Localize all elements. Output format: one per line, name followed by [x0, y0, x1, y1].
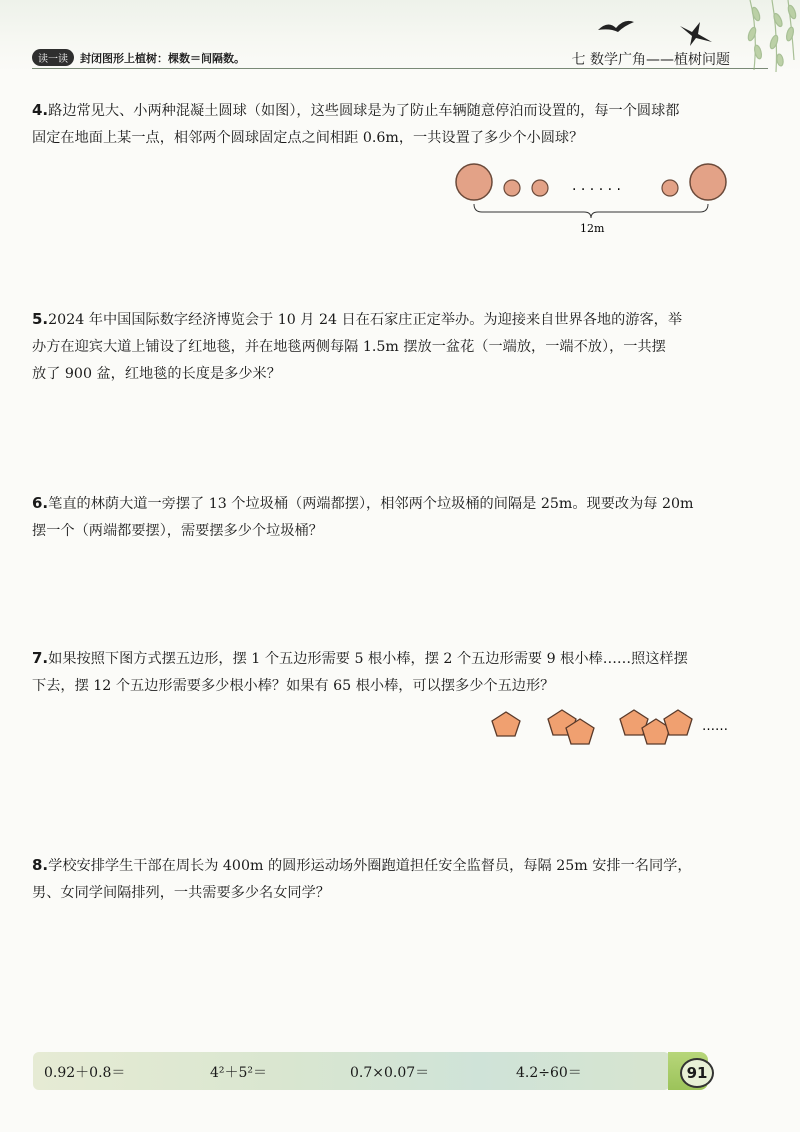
problem-text: 2024 年中国国际数字经济博览会于 10 月 24 日在石家庄正定举办。为迎接来自世界各地的游客，举 [48, 312, 683, 328]
problem-text: 摆一个（两端都要摆），需要摆多少个垃圾桶？ [32, 523, 323, 539]
problem-line [32, 306, 768, 334]
tip-badge: 读一读 [32, 49, 74, 66]
problem-8 [32, 852, 768, 907]
calc-item: 4.2÷60＝ [516, 1065, 582, 1081]
problem-line [32, 518, 768, 545]
calc-item: 0.92＋0.8＝ [44, 1065, 126, 1081]
problem-line [32, 852, 768, 880]
unit-title: 七 数学广角——植树问题 [571, 52, 730, 68]
problem-6 [32, 490, 768, 545]
problem-text: 办方在迎宾大道上铺设了红地毯，并在地毯两侧每隔 1.5m 摆放一盆花（一端放，一端不放），一共摆 [32, 339, 666, 355]
length-label: 12m [580, 222, 605, 235]
swallow-icon [596, 16, 636, 40]
problem-number: 6. [32, 494, 49, 512]
problem-number: 5. [32, 310, 49, 328]
problem-text: 笔直的林荫大道一旁摆了 13 个垃圾桶（两端都摆），相邻两个垃圾桶的间隔是 25m。现要改为每 20m [48, 496, 694, 512]
problem-text: 下去，摆 12 个五边形需要多少根小棒？如果有 65 根小棒，可以摆多少个五边形？ [32, 678, 555, 694]
small-ball [532, 180, 548, 196]
problem-line [32, 880, 768, 907]
problem-text: 放了 900 盆，红地毯的长度是多少米？ [32, 366, 281, 382]
reading-tip [32, 49, 245, 66]
small-ball [504, 180, 520, 196]
large-ball [456, 164, 492, 200]
problem-number: 4. [32, 101, 49, 119]
page-number: 91 [680, 1058, 714, 1088]
problem-line [32, 334, 768, 361]
problem-line [32, 125, 768, 152]
small-ball [662, 180, 678, 196]
problem-line [32, 97, 768, 125]
problem-4 [32, 97, 768, 152]
concrete-balls-diagram [450, 160, 740, 240]
problem-7 [32, 645, 768, 700]
problem-line [32, 645, 768, 673]
length-brace [474, 204, 708, 218]
ellipsis-dots: …… [702, 719, 728, 734]
problem-line [32, 490, 768, 518]
swallow-icon [678, 18, 714, 48]
pentagon-shape [492, 712, 520, 736]
problem-line [32, 361, 768, 388]
problem-line [32, 673, 768, 700]
large-ball [690, 164, 726, 200]
problem-text: 学校安排学生干部在周长为 400m 的圆形运动场外圈跑道担任安全监督员，每隔 25m 安排一名同学， [48, 858, 692, 874]
pentagon-shape [664, 710, 692, 735]
problem-text: 路边常见大、小两种混凝土圆球（如图），这些圆球是为了防止车辆随意停泊而设置的，每一个圆球都 [48, 103, 680, 119]
problem-text: 男、女同学间隔排列，一共需要多少名女同学？ [32, 885, 330, 901]
ellipsis-dots: · · · · · · [572, 182, 621, 198]
calc-item: 4²＋5²＝ [210, 1065, 268, 1081]
problem-number: 7. [32, 649, 49, 667]
pentagon-pattern-figure [486, 704, 736, 750]
problem-text: 如果按照下图方式摆五边形，摆 1 个五边形需要 5 根小棒，摆 2 个五边形需要 9 根小棒……照这样摆 [48, 651, 688, 667]
tip-text: 封闭图形上植树：棵数＝间隔数。 [80, 51, 245, 65]
calc-item: 0.7×0.07＝ [350, 1065, 430, 1081]
problem-text: 固定在地面上某一点，相邻两个圆球固定点之间相距 0.6m，一共设置了多少个小圆球？ [32, 130, 584, 146]
problem-5 [32, 306, 768, 388]
problem-number: 8. [32, 856, 49, 874]
